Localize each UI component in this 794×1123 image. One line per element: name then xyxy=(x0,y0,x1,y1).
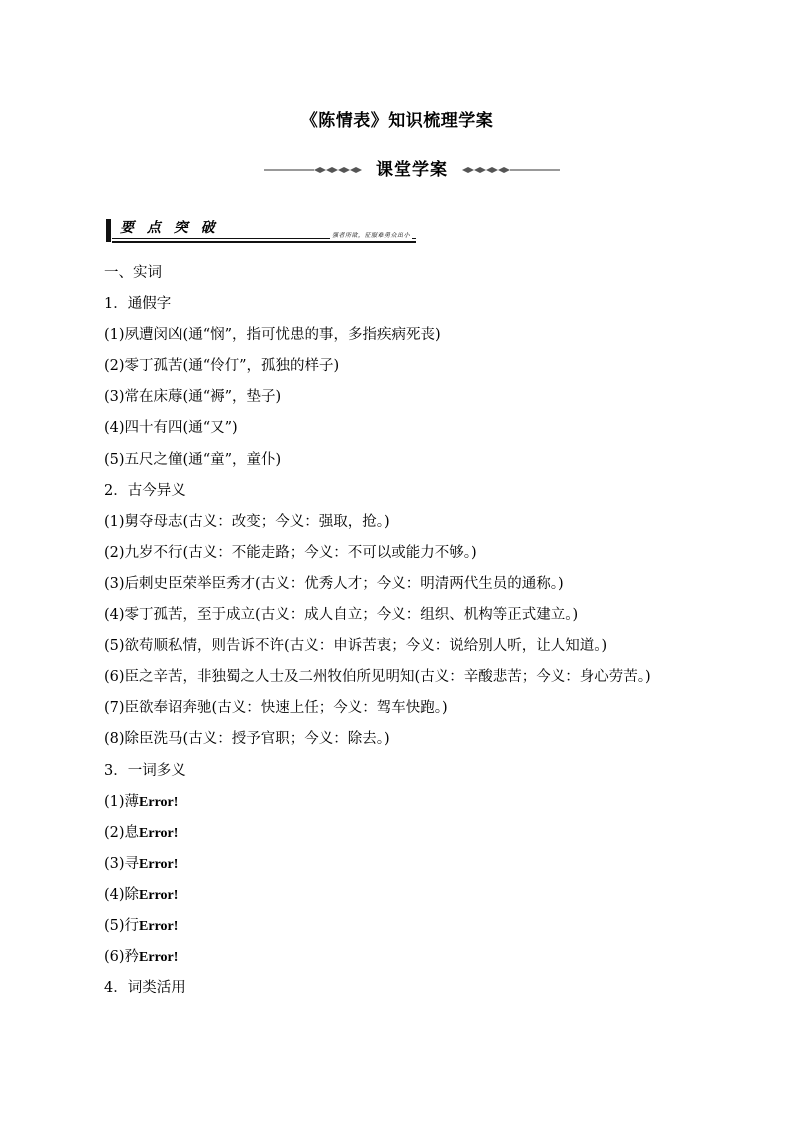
text-line xyxy=(104,382,784,413)
text-line xyxy=(104,538,784,569)
text-line xyxy=(104,476,784,507)
text-line xyxy=(104,445,784,476)
text-line xyxy=(104,600,784,631)
text-line xyxy=(104,320,784,351)
line-text: (5)欲苟顺私情，则告诉不许(古义：申诉苦衷；今义：说给别人听，让人知道。) xyxy=(104,638,608,655)
key-points-banner xyxy=(106,218,416,244)
line-text: (1)夙遭闵凶(通“悯”，指可忧患的事，多指疾病死丧) xyxy=(104,327,441,344)
line-text: (5)五尺之僮(通“童”，童仆) xyxy=(104,451,282,468)
line-text: (6)矜 xyxy=(104,949,140,966)
text-line xyxy=(104,631,784,662)
line-text: 3．一词多义 xyxy=(104,762,186,779)
line-text: (3)后刺史臣荣举臣秀才(古义：优秀人才；今义：明清两代生员的通称。) xyxy=(104,575,564,592)
text-line xyxy=(104,818,784,849)
line-text: (2)零丁孤苦(通“伶仃”，孤独的样子) xyxy=(104,358,340,375)
line-text: (2)息 xyxy=(104,824,140,841)
text-line xyxy=(104,942,784,973)
text-line xyxy=(104,973,784,1004)
line-text: (2)九岁不行(古义：不能走路；今义：不可以或能力不够。) xyxy=(104,544,477,561)
banner-label: 要 点 突 破 xyxy=(120,220,219,236)
error-placeholder: Error! xyxy=(139,918,179,934)
line-text: 1．通假字 xyxy=(104,296,172,313)
text-line xyxy=(104,351,784,382)
line-text: (1)薄 xyxy=(104,793,140,810)
text-line xyxy=(104,724,784,755)
line-text: (5)行 xyxy=(104,917,140,934)
line-text: 2．古今异义 xyxy=(104,482,186,499)
line-text: (4)除 xyxy=(104,886,140,903)
page-title: 《陈情表》知识梳理学案 xyxy=(300,111,494,131)
text-line xyxy=(104,289,784,320)
text-line xyxy=(104,569,784,600)
text-line xyxy=(104,756,784,787)
line-text: (1)舅夺母志(古义：改变；今义：强取，抢。) xyxy=(104,513,390,530)
line-text: (8)除臣洗马(古义：授予官职；今义：除去。) xyxy=(104,731,390,748)
text-line xyxy=(104,507,784,538)
banner-motto: 强者所欲，征服难勇众出小 xyxy=(331,232,410,239)
line-text: (7)臣欲奉诏奔驰(古义：快速上任；今义：驾车快跑。) xyxy=(104,700,448,717)
text-line xyxy=(104,849,784,880)
banner-bar xyxy=(106,219,111,242)
banner-rule xyxy=(112,241,416,243)
error-placeholder: Error! xyxy=(139,856,179,872)
line-text: 4．词类活用 xyxy=(104,980,186,997)
line-text: 一、实词 xyxy=(104,265,162,281)
text-line xyxy=(104,787,784,818)
section-header-text: 课堂学案 xyxy=(376,160,448,180)
line-text: (3)常在床蓐(通“褥”，垫子) xyxy=(104,389,282,406)
text-line xyxy=(104,693,784,724)
error-placeholder: Error! xyxy=(139,794,179,810)
text-line xyxy=(104,662,784,693)
text-line xyxy=(104,880,784,911)
line-text: (3)寻 xyxy=(104,855,140,872)
text-line xyxy=(104,258,784,289)
error-placeholder: Error! xyxy=(139,950,179,966)
section-header xyxy=(262,158,562,182)
text-line xyxy=(104,413,784,444)
error-placeholder: Error! xyxy=(139,825,179,841)
line-text: (4)四十有四(通“又”) xyxy=(104,420,238,437)
line-text: (4)零丁孤苦，至于成立(古义：成人自立；今义：组织、机构等正式建立。) xyxy=(104,607,579,624)
line-text: (6)臣之辛苦，非独蜀之人士及二州牧伯所见明知(古义：辛酸悲苦；今义：身心劳苦。) xyxy=(104,669,651,686)
text-line xyxy=(104,911,784,942)
document-body xyxy=(104,258,784,1004)
error-placeholder: Error! xyxy=(139,887,179,903)
